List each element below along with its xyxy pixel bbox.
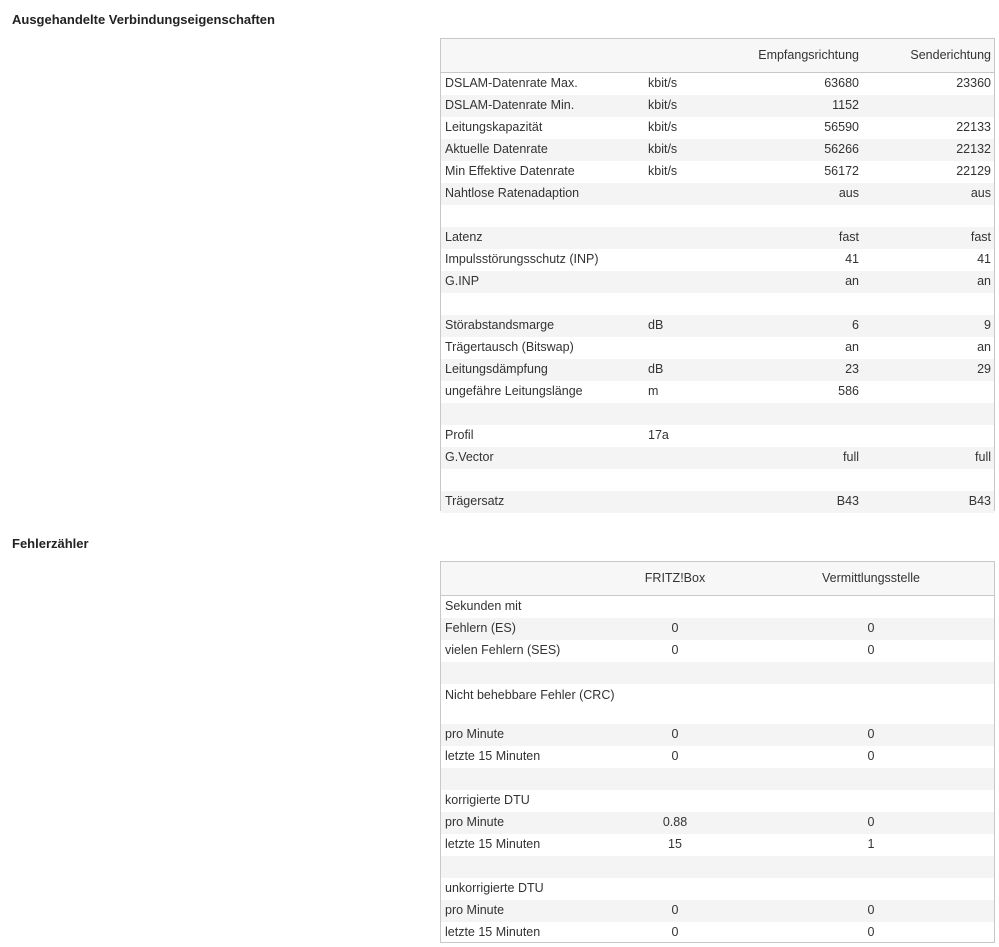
table-row — [441, 900, 994, 922]
row-value-receive: 586 — [838, 384, 859, 398]
column-header-send: Senderichtung — [910, 48, 991, 62]
row-label: Fehlern (ES) — [445, 621, 516, 635]
column-header-exchange: Vermittlungsstelle — [822, 571, 920, 585]
row-value-exchange: 0 — [867, 643, 875, 657]
table-row — [441, 117, 994, 139]
row-value-send: 9 — [984, 318, 991, 332]
table-row — [441, 337, 994, 359]
row-unit: kbit/s — [648, 98, 678, 112]
table-row — [441, 618, 994, 640]
table-row — [441, 293, 994, 315]
row-label: Leitungskapazität — [445, 120, 543, 134]
row-value-fritzbox: 0 — [671, 727, 679, 741]
row-label: Nahtlose Ratenadaption — [445, 186, 580, 200]
row-label: Min Effektive Datenrate — [445, 164, 575, 178]
table-row — [441, 746, 994, 768]
section-title-connection-properties: Ausgehandelte Verbindungseigenschaften — [12, 12, 275, 27]
row-label: Impulsstörungsschutz (INP) — [445, 252, 599, 266]
table-row — [441, 359, 994, 381]
table-row — [441, 922, 994, 944]
row-value-send: full — [975, 450, 991, 464]
table-header — [441, 562, 994, 596]
row-value-send: 23360 — [956, 76, 991, 90]
row-label: DSLAM-Datenrate Max. — [445, 76, 578, 90]
table-row — [441, 878, 994, 900]
table-row — [441, 381, 994, 403]
table-row — [441, 183, 994, 205]
error-counter-table — [440, 561, 995, 943]
row-unit: kbit/s — [648, 142, 678, 156]
row-value-fritzbox: 0 — [671, 621, 679, 635]
row-unit: dB — [648, 362, 664, 376]
row-label: Profil — [445, 428, 474, 442]
section-title-error-counters: Fehlerzähler — [12, 536, 89, 551]
column-header-fritzbox: FRITZ!Box — [644, 571, 706, 585]
table-row — [441, 662, 994, 684]
row-label: G.Vector — [445, 450, 494, 464]
table-row — [441, 161, 994, 183]
table-row — [441, 271, 994, 293]
row-label: letzte 15 Minuten — [445, 837, 541, 851]
row-value-exchange: 0 — [867, 903, 875, 917]
row-value-exchange: 0 — [867, 815, 875, 829]
row-label: Latenz — [445, 230, 483, 244]
row-value-send: fast — [970, 230, 991, 244]
row-label: Trägersatz — [445, 494, 505, 508]
row-value-receive: 63680 — [824, 76, 859, 90]
row-label: pro Minute — [445, 727, 505, 741]
table-row — [441, 790, 994, 812]
row-label: Leitungsdämpfung — [445, 362, 548, 376]
table-row — [441, 768, 994, 790]
table-header — [441, 39, 994, 73]
row-value-send: an — [977, 274, 991, 288]
row-unit: kbit/s — [648, 164, 678, 178]
row-value-receive: an — [845, 274, 859, 288]
row-value-receive: full — [843, 450, 859, 464]
table-row — [441, 139, 994, 161]
row-value-receive: fast — [838, 230, 859, 244]
row-value-exchange: 0 — [867, 727, 875, 741]
row-value-fritzbox: 15 — [668, 837, 682, 851]
row-value-fritzbox: 0 — [671, 749, 679, 763]
row-label: ungefähre Leitungslänge — [445, 384, 583, 398]
table-row — [441, 596, 994, 618]
row-value-send: 22129 — [956, 164, 991, 178]
row-value-receive: 56266 — [824, 142, 859, 156]
row-label: Sekunden mit — [445, 599, 522, 613]
row-value-receive: an — [845, 340, 859, 354]
row-value-send: an — [977, 340, 991, 354]
row-label: Trägertausch (Bitswap) — [445, 340, 574, 354]
row-label: unkorrigierte DTU — [445, 881, 544, 895]
row-unit: kbit/s — [648, 76, 678, 90]
table-row — [441, 249, 994, 271]
row-value-fritzbox: 0 — [671, 643, 679, 657]
column-header-receive: Empfangsrichtung — [758, 48, 859, 62]
table-row — [441, 205, 994, 227]
row-value-receive: 23 — [845, 362, 859, 376]
row-label: G.INP — [445, 274, 480, 288]
table-row — [441, 684, 994, 724]
row-label: vielen Fehlern (SES) — [445, 643, 561, 657]
row-value-exchange: 0 — [867, 621, 875, 635]
row-label: pro Minute — [445, 903, 505, 917]
connection-properties-table — [440, 38, 995, 511]
table-body — [441, 73, 994, 513]
row-value-exchange: 1 — [867, 837, 875, 851]
row-value-send: aus — [970, 186, 991, 200]
row-value-fritzbox: 0.88 — [662, 815, 688, 829]
row-value-receive: 41 — [845, 252, 859, 266]
table-row — [441, 812, 994, 834]
row-value-exchange: 0 — [867, 749, 875, 763]
row-value-fritzbox: 0 — [671, 925, 679, 939]
table-row — [441, 491, 994, 513]
row-value-send: 22132 — [956, 142, 991, 156]
row-label: letzte 15 Minuten — [445, 925, 541, 939]
row-value-fritzbox: 0 — [671, 903, 679, 917]
row-value-receive: 56172 — [824, 164, 859, 178]
row-value-send: 22133 — [956, 120, 991, 134]
row-label: letzte 15 Minuten — [445, 749, 541, 763]
row-value-send: B43 — [968, 494, 991, 508]
row-unit: 17a — [648, 428, 669, 442]
row-label: Aktuelle Datenrate — [445, 142, 548, 156]
table-row — [441, 856, 994, 878]
row-unit: m — [648, 384, 659, 398]
table-row — [441, 403, 994, 425]
table-row — [441, 227, 994, 249]
row-value-receive: 1152 — [832, 98, 859, 112]
table-row — [441, 469, 994, 491]
table-row — [441, 447, 994, 469]
table-row — [441, 724, 994, 746]
row-unit: kbit/s — [648, 120, 678, 134]
row-unit: dB — [648, 318, 664, 332]
row-value-send: 29 — [977, 362, 991, 376]
table-row — [441, 95, 994, 117]
row-label: Störabstandsmarge — [445, 318, 555, 332]
row-value-receive: 6 — [852, 318, 859, 332]
row-label: pro Minute — [445, 815, 505, 829]
table-row — [441, 834, 994, 856]
row-value-send: 41 — [977, 252, 991, 266]
row-label: DSLAM-Datenrate Min. — [445, 98, 575, 112]
table-body — [441, 596, 994, 944]
row-value-receive: B43 — [836, 494, 859, 508]
table-row — [441, 640, 994, 662]
table-row — [441, 315, 994, 337]
table-row — [441, 73, 994, 95]
row-value-receive: aus — [838, 186, 859, 200]
row-value-exchange: 0 — [867, 925, 875, 939]
row-label: korrigierte DTU — [445, 793, 530, 807]
table-row — [441, 425, 994, 447]
row-label: Nicht behebbare Fehler (CRC) — [445, 688, 615, 702]
row-value-receive: 56590 — [824, 120, 859, 134]
